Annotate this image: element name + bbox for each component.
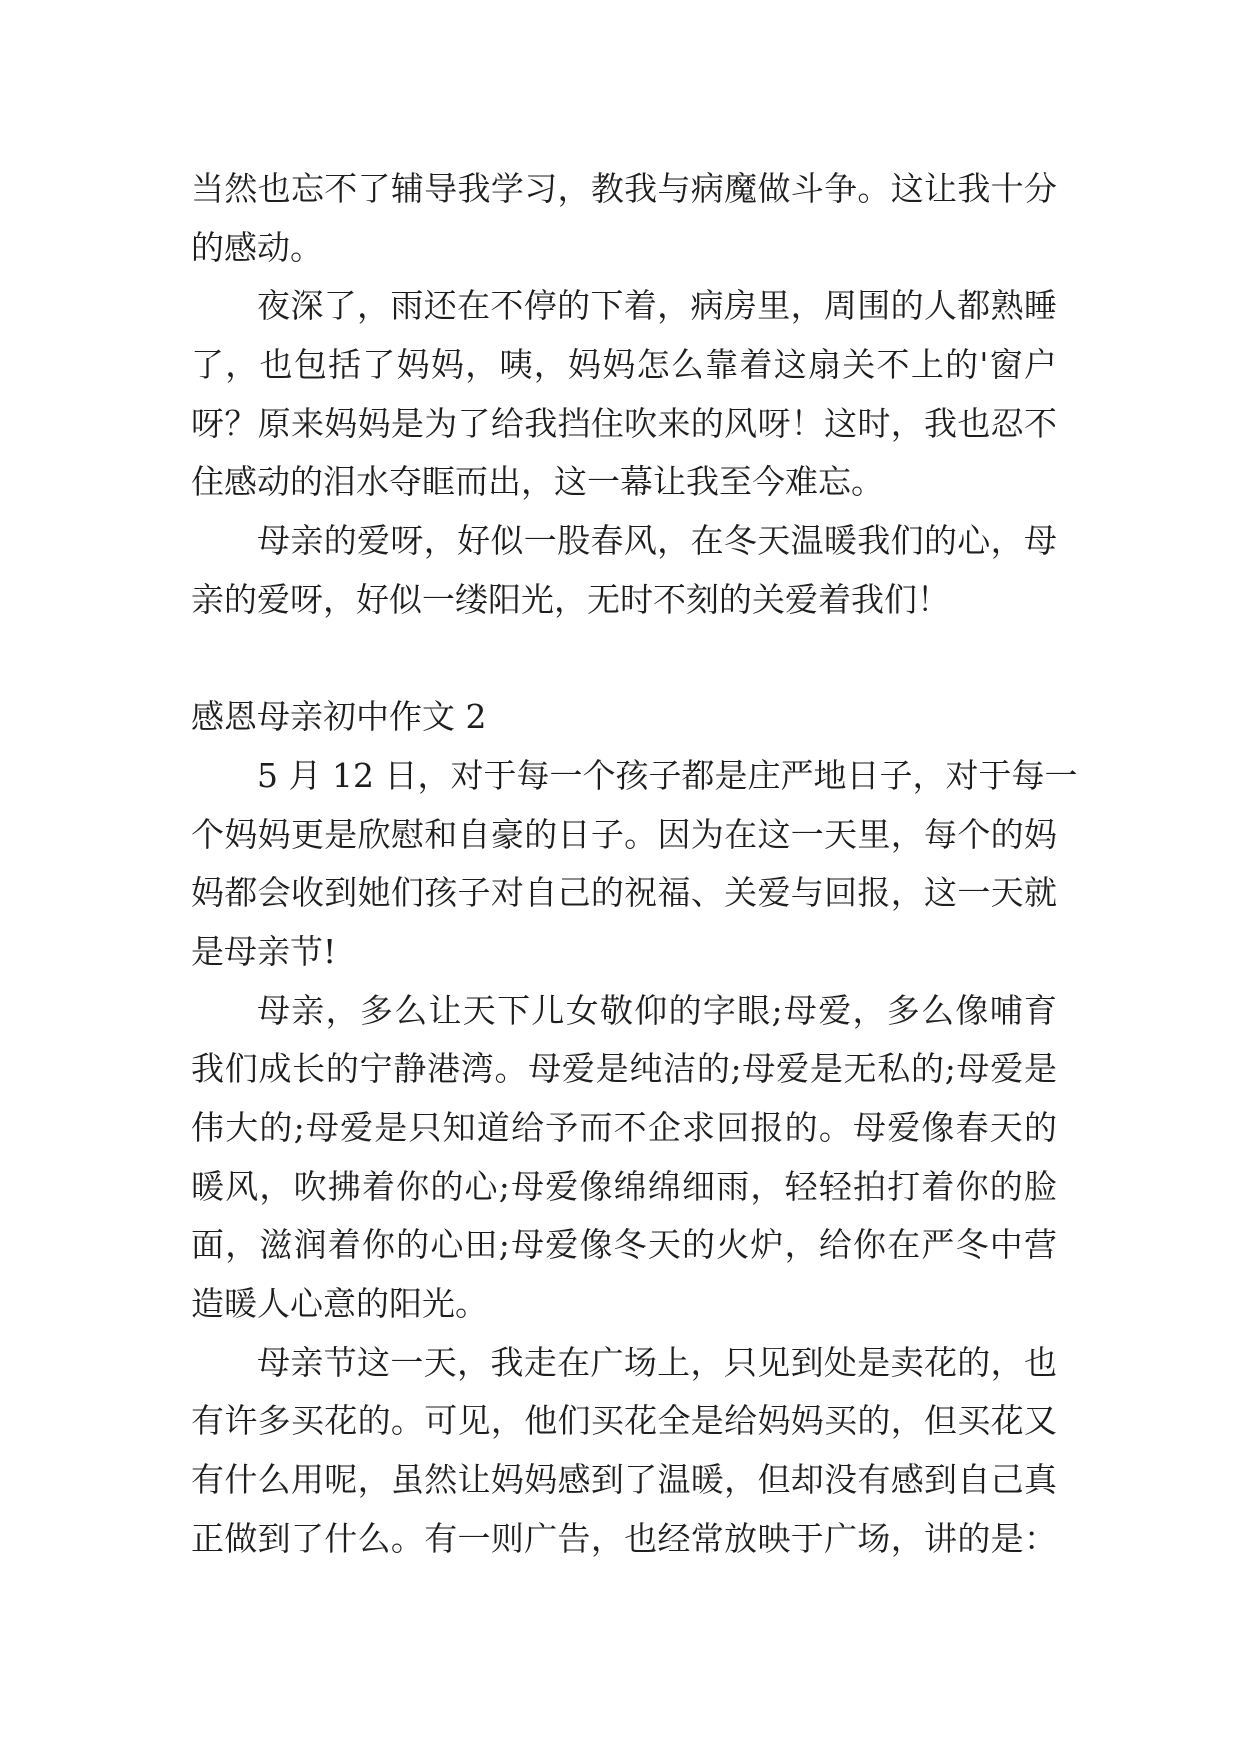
text-line: 夜深了，雨还在不停的下着，病房里，周围的人都熟睡 bbox=[257, 286, 1057, 326]
text-line: 有什么用呢，虽然让妈妈感到了温暖，但却没有感到自己真 bbox=[191, 1460, 1057, 1500]
paragraph bbox=[191, 1334, 1057, 1569]
paragraph bbox=[191, 160, 1057, 277]
document-body bbox=[191, 160, 1078, 1569]
text-line: 母亲节这一天，我走在广场上，只见到处是卖花的，也 bbox=[257, 1342, 1057, 1382]
text-line: 面，滋润着你的心田;母爱像冬天的火炉，给你在严冬中营 bbox=[191, 1225, 1057, 1265]
text-line: 亲的爱呀，好似一缕阳光，无时不刻的关爱着我们！ bbox=[191, 579, 950, 619]
paragraph bbox=[191, 512, 1057, 629]
text-line: 母亲，多么让天下儿女敬仰的字眼;母爱，多么像哺育 bbox=[257, 990, 1057, 1030]
text-line: 暖风，吹拂着你的心;母爱像绵绵细雨，轻轻拍打着你的脸 bbox=[191, 1166, 1057, 1206]
text-line: 正做到了什么。有一则广告，也经常放映于广场，讲的是： bbox=[191, 1518, 1057, 1558]
text-line: 妈都会收到她们孩子对自己的祝福、关爱与回报，这一天就 bbox=[191, 873, 1057, 913]
text-line: 伟大的;母爱是只知道给予而不企求回报的。母爱像春天的 bbox=[191, 1108, 1057, 1147]
text-line: 是母亲节! bbox=[191, 931, 337, 971]
text-line: 呀？原来妈妈是为了给我挡住吹来的风呀！这时，我也忍不 bbox=[191, 403, 1057, 443]
text-line: 了，也包括了妈妈，咦，妈妈怎么靠着这扇关不上的'窗户 bbox=[191, 345, 1057, 385]
text-line: 母亲的爱呀，好似一股春风，在冬天温暖我们的心，母 bbox=[257, 521, 1057, 561]
paragraph bbox=[191, 277, 1057, 512]
paragraph bbox=[191, 747, 1078, 982]
text-line: 5 月 12 日，对于每一个孩子都是庄严地日子，对于每一 bbox=[257, 755, 1078, 795]
text-line: 的感动。 bbox=[191, 227, 323, 267]
text-line: 个妈妈更是欣慰和自豪的日子。因为在这一天里，每个的妈 bbox=[191, 814, 1057, 854]
paragraph bbox=[191, 982, 1057, 1334]
text-line: 造暖人心意的阳光。 bbox=[191, 1284, 488, 1324]
text-line: 有许多买花的。可见，他们买花全是给妈妈买的，但买花又 bbox=[191, 1401, 1057, 1441]
text-line: 我们成长的宁静港湾。母爱是纯洁的;母爱是无私的;母爱是 bbox=[191, 1049, 1057, 1089]
essay-heading: 感恩母亲初中作文 2 bbox=[191, 697, 487, 737]
text-line: 当然也忘不了辅导我学习，教我与病魔做斗争。这让我十分 bbox=[191, 169, 1057, 208]
text-line: 住感动的泪水夺眶而出，这一幕让我至今难忘。 bbox=[191, 462, 884, 502]
